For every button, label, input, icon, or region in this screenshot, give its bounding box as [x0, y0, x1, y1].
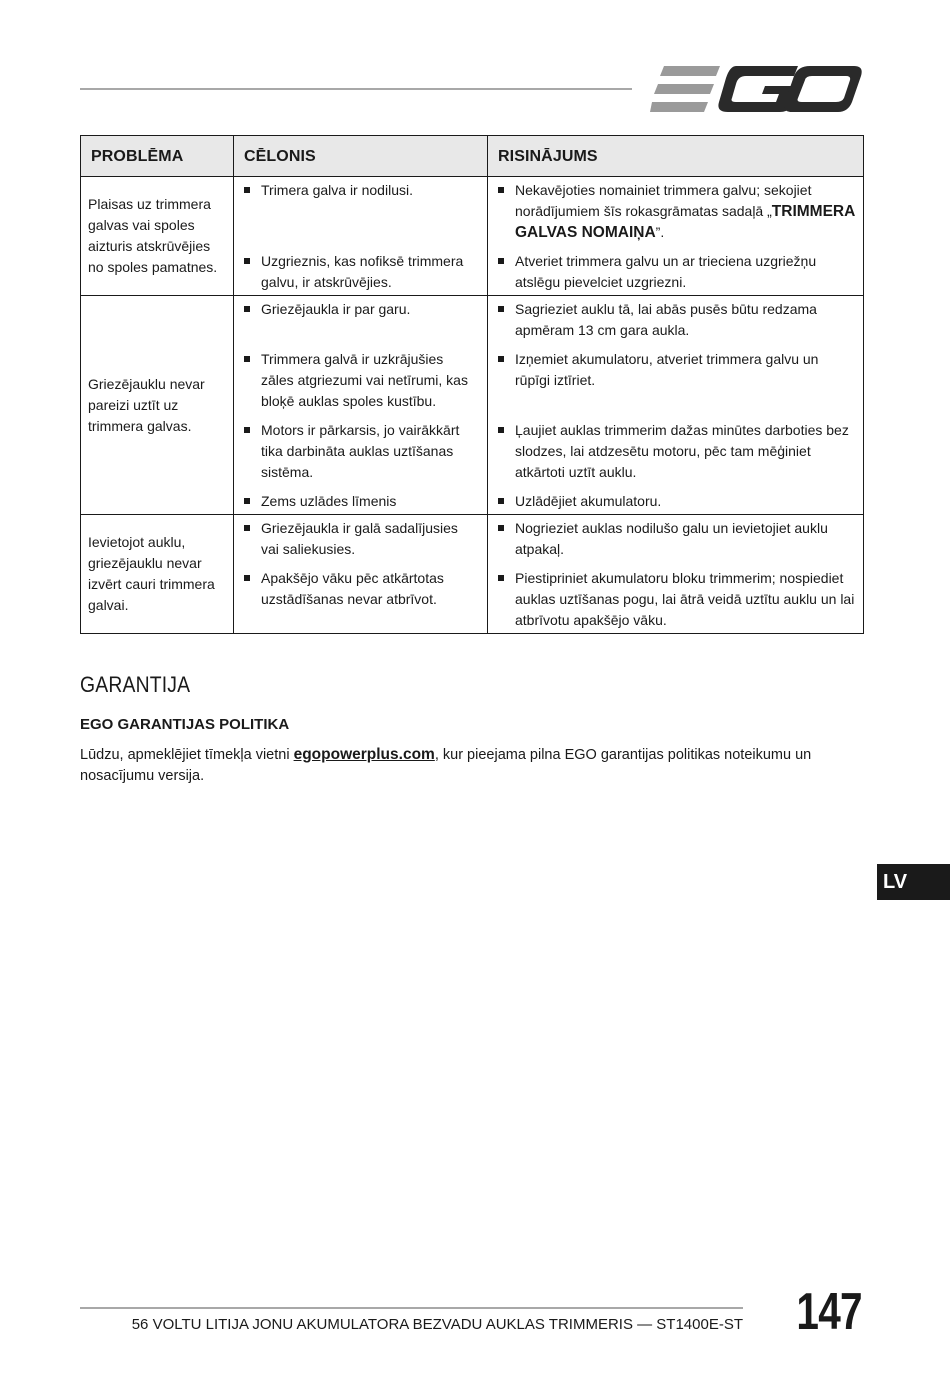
cause-cell	[234, 177, 488, 296]
bullet-icon	[244, 258, 250, 264]
cause-item: Motors ir pārkarsis, jo vairākkārt tika darbināta auklas uztīšanas sistēma.	[242, 420, 479, 491]
problem-cell: Plaisas uz trimmera galvas vai spoles aizturis atskrūvējies no spoles pamatnes.	[81, 177, 234, 296]
bullet-icon	[498, 356, 504, 362]
bullet-icon	[244, 525, 250, 531]
bullet-icon	[498, 427, 504, 433]
table-row	[81, 177, 864, 296]
bullet-icon	[498, 575, 504, 581]
bullet-icon	[498, 187, 504, 193]
warranty-title: GARANTIJA	[80, 672, 191, 697]
table-row	[81, 296, 864, 515]
column-header-cause: CĒLONIS	[234, 136, 488, 177]
bullet-icon	[498, 306, 504, 312]
troubleshooting-table	[80, 135, 864, 634]
bullet-icon	[244, 575, 250, 581]
cause-item: Trimera galva ir nodilusi.	[242, 180, 479, 251]
section-reference: TRIMMERA GALVAS NOMAIŅA	[515, 203, 855, 241]
bullet-icon	[244, 498, 250, 504]
solution-cell	[488, 515, 864, 634]
solution-item: Atveriet trimmera galvu un ar trieciena uzgriežņu atslēgu pievelciet uzgriezni.	[496, 251, 855, 293]
bullet-icon	[244, 187, 250, 193]
website-link[interactable]: egopowerplus.com	[293, 746, 435, 763]
header-rule	[80, 88, 632, 90]
solution-item: Piestipriniet akumulatoru bloku trimmerim; nospiediet auklas uztīšanas pogu, lai ātrā veidā uztītu auklu un lai atbrīvotu apakšējo vāku.	[496, 568, 855, 631]
bullet-icon	[244, 427, 250, 433]
bullet-icon	[498, 525, 504, 531]
cause-cell	[234, 515, 488, 634]
cause-item: Trimmera galvā ir uzkrājušies zāles atgriezumi vai netīrumi, kas bloķē auklas spoles kustību.	[242, 349, 479, 420]
solution-item: Ļaujiet auklas trimmerim dažas minūtes darboties bez slodzes, lai atdzesētu motoru, pēc tam mēģiniet atkārtoti uztīt auklu.	[496, 420, 855, 491]
cause-cell	[234, 296, 488, 515]
cause-item: Apakšējo vāku pēc atkārtotas uzstādīšanas nevar atbrīvot.	[242, 568, 479, 610]
footer-title: 56 VOLTU LITIJA JONU AKUMULATORA BEZVADU AUKLAS TRIMMERIS — ST1400E-ST	[131, 1316, 743, 1333]
column-header-problem: PROBLĒMA	[81, 136, 234, 177]
solution-item: Izņemiet akumulatoru, atveriet trimmera galvu un rūpīgi iztīriet.	[496, 349, 855, 420]
warranty-subtitle: EGO GARANTIJAS POLITIKA	[80, 716, 290, 733]
problem-cell: Ievietojot auklu, griezējauklu nevar izvērt cauri trimmera galvai.	[81, 515, 234, 634]
solution-item: Uzlādējiet akumulatoru.	[496, 491, 855, 512]
warranty-text: Lūdzu, apmeklējiet tīmekļa vietni egopowerplus.com, kur pieejama pilna EGO garantijas politikas noteikumu un nosacījumu versija.	[80, 746, 812, 784]
solution-cell	[488, 296, 864, 515]
cause-item: Griezējaukla ir par garu.	[242, 299, 479, 349]
ego-logo	[650, 64, 862, 114]
bullet-icon	[498, 258, 504, 264]
cause-item: Uzgrieznis, kas nofiksē trimmera galvu, ir atskrūvējies.	[242, 251, 479, 293]
footer-rule	[80, 1307, 743, 1309]
bullet-icon	[244, 356, 250, 362]
bullet-icon	[244, 306, 250, 312]
problem-cell: Griezējauklu nevar pareizi uztīt uz trimmera galvas.	[81, 296, 234, 515]
table-header-row	[81, 136, 864, 177]
solution-item: Nekavējoties nomainiet trimmera galvu; sekojiet norādījumiem šīs rokasgrāmatas sadaļā „TRIMMERA GALVAS NOMAIŅA”.	[496, 180, 855, 251]
language-tab: LV	[877, 864, 950, 900]
page-number: 147	[796, 1283, 862, 1341]
solution-item: Nogrieziet auklas nodilušo galu un ievietojiet auklu atpakaļ.	[496, 518, 855, 568]
solution-item: Sagrieziet auklu tā, lai abās pusēs būtu redzama apmēram 13 cm gara aukla.	[496, 299, 855, 349]
cause-item: Zems uzlādes līmenis	[242, 491, 479, 512]
bullet-icon	[498, 498, 504, 504]
column-header-solution: RISINĀJUMS	[488, 136, 864, 177]
table-row	[81, 515, 864, 634]
solution-cell	[488, 177, 864, 296]
cause-item: Griezējaukla ir galā sadalījusies vai saliekusies.	[242, 518, 479, 568]
